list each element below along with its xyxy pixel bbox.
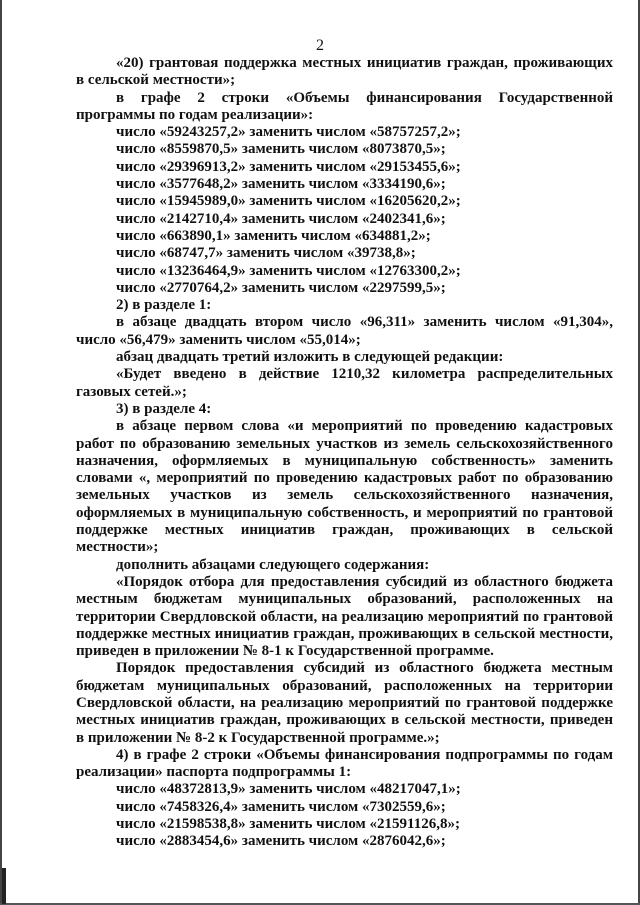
paragraph: число «13236464,9» заменить числом «12763300,2»;: [116, 262, 461, 279]
paragraph: в абзаце двадцать втором число «96,311» заменить числом «91,304», число «56,479» заменить числом «55,014»;: [76, 314, 613, 348]
document-body: [76, 55, 613, 851]
paragraph: 3) в разделе 4:: [116, 400, 212, 417]
scan-corner-mark: [2, 868, 6, 904]
paragraph: число «68747,7» заменить числом «39738,8»;: [116, 245, 416, 262]
paragraph: число «8559870,5» заменить числом «8073870,5»;: [116, 141, 446, 158]
paragraph: число «21598538,8» заменить числом «21591126,8»;: [116, 816, 460, 833]
paragraph: в абзаце первом слова «и мероприятий по проведению кадастровых работ по образованию земельных участков из земель сельскохозяйственного назначения, оформляемых в муниципальную собственность» заменить словами «, мероприятий по проведению кадастровых работ по образованию земельных участков из земель сельскохозяйственного назначения, оформляемых в муниципальную собственность, и мероприятий по грантовой поддержке местных инициатив граждан, проживающих в сельской местности»;: [76, 418, 613, 556]
paragraph: число «3577648,2» заменить числом «3334190,6»;: [116, 176, 446, 193]
paragraph: абзац двадцать третий изложить в следующей редакции:: [116, 349, 504, 366]
paragraph: число «48372813,9» заменить числом «48217047,1»;: [116, 781, 461, 798]
paragraph: 2) в разделе 1:: [116, 297, 212, 314]
paragraph: в графе 2 строки «Объемы финансирования Государственной программы по годам реализации»:: [76, 89, 613, 123]
paragraph: «Будет введено в действие 1210,32 километра распределительных газовых сетей.»;: [76, 366, 613, 400]
paragraph: число «663890,1» заменить числом «634881,2»;: [116, 227, 431, 244]
paragraph: «20) грантовая поддержка местных инициатив граждан, проживающих в сельской местности»;: [76, 55, 613, 89]
paragraph: число «59243257,2» заменить числом «58757257,2»;: [116, 124, 461, 141]
page-number: 2: [316, 37, 324, 54]
paragraph: число «2770764,2» заменить числом «2297599,5»;: [116, 279, 446, 296]
paragraph: число «2142710,4» заменить числом «2402341,6»;: [116, 210, 446, 227]
paragraph: число «7458326,4» заменить числом «7302559,6»;: [116, 798, 446, 815]
paragraph: дополнить абзацами следующего содержания:: [116, 556, 430, 573]
paragraph: 4) в графе 2 строки «Объемы финансирования подпрограммы по годам реализации» паспорта подпрограммы 1:: [76, 746, 613, 781]
paragraph: Порядок предоставления субсидий из областного бюджета местным бюджетам муниципальных образований, расположенных на территории Свердловской области, на реализацию мероприятий по грантовой поддержке местных инициатив граждан, проживающих в сельской местности, приведен в приложении № 8-2 к Государственной программе.»;: [76, 660, 613, 746]
paragraph: число «29396913,2» заменить числом «29153455,6»;: [116, 158, 461, 175]
paragraph: число «2883454,6» заменить числом «2876042,6»;: [116, 833, 446, 850]
paragraph: число «15945989,0» заменить числом «16205620,2»;: [116, 193, 461, 210]
paragraph: «Порядок отбора для предоставления субсидий из областного бюджета местным бюджетам муниципальных образований, расположенных на территории Свердловской области, на реализацию мероприятий по грантовой поддержке местных инициатив граждан, проживающих в сельской местности, приведен в приложении № 8-1 к Государственной программе.: [76, 573, 613, 660]
scan-edge-left: [0, 0, 2, 905]
